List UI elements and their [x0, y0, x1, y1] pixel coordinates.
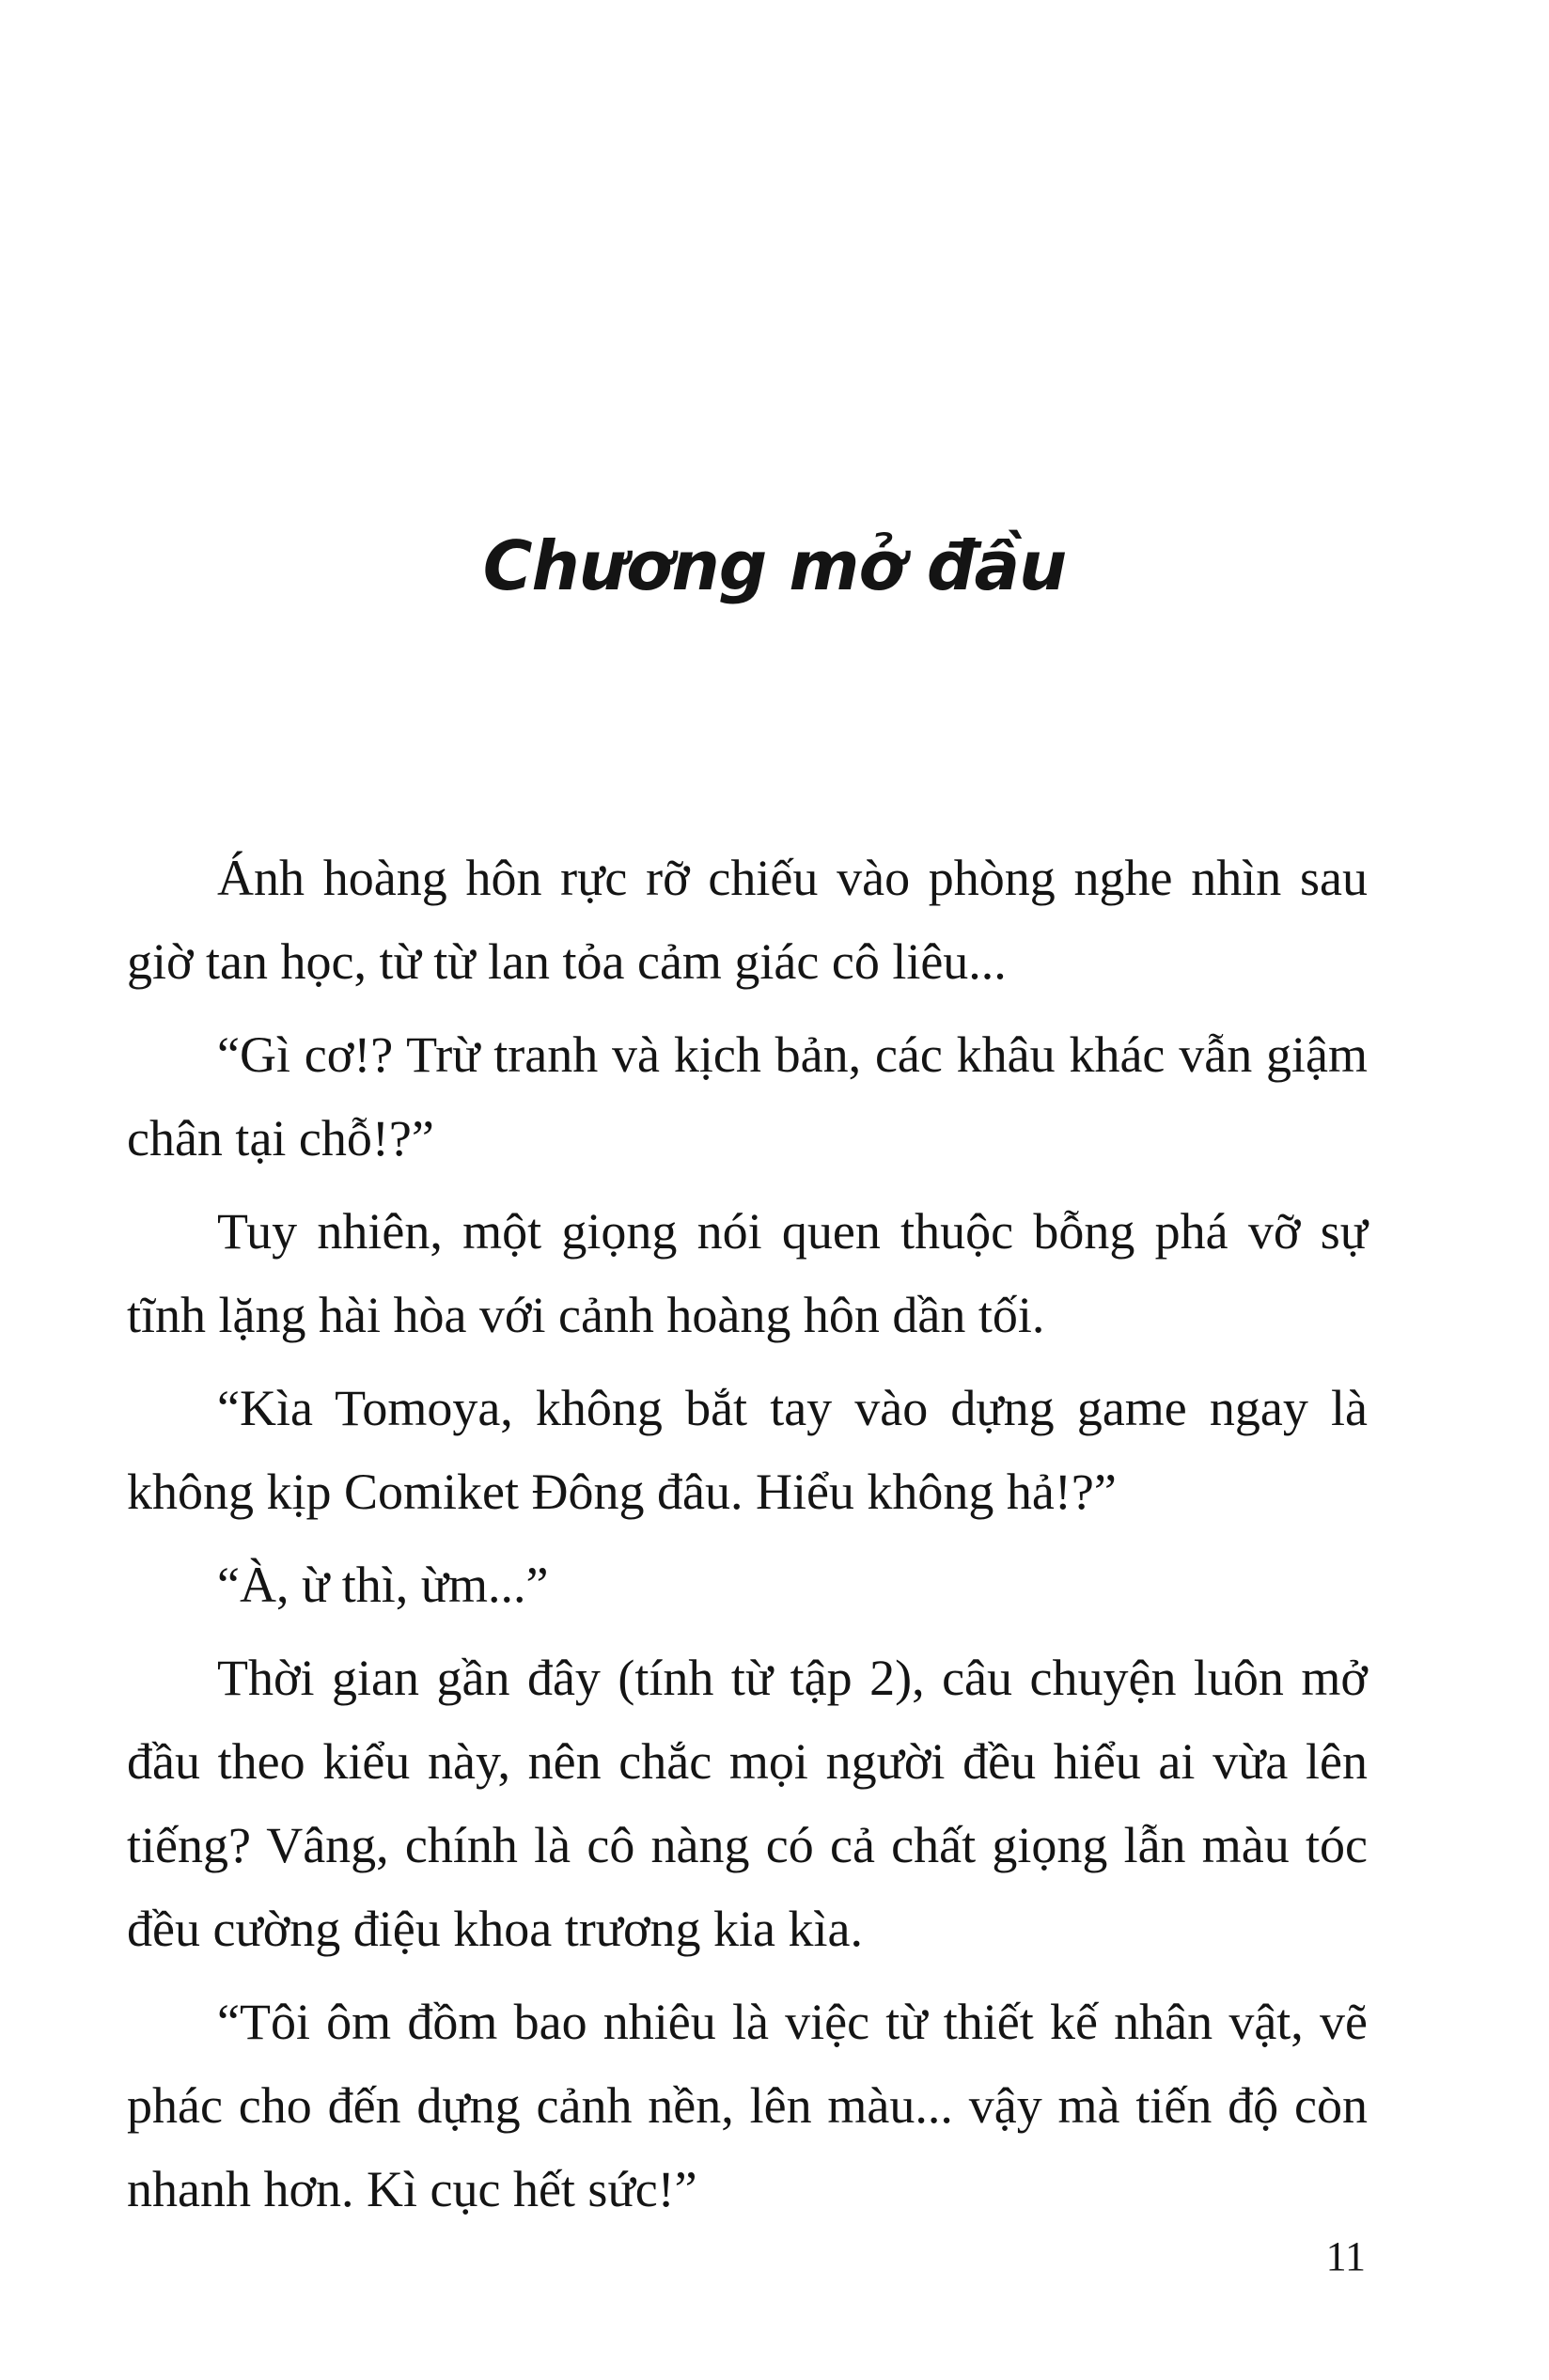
body-text [127, 837, 1368, 2241]
paragraph: Ánh hoàng hôn rực rỡ chiếu vào phòng nghe nhìn sau giờ tan học, từ từ lan tỏa cảm giác cô liêu... [127, 850, 1368, 990]
paragraph: Tuy nhiên, một giọng nói quen thuộc bỗng phá vỡ sự tĩnh lặng hài hòa với cảnh hoàng hôn dần tối. [127, 1203, 1368, 1343]
paragraph: “Tôi ôm đồm bao nhiêu là việc từ thiết kế nhân vật, vẽ phác cho đến dựng cảnh nền, lên màu... vậy mà tiến độ còn nhanh hơn. Kì cục hết sức!” [127, 1994, 1368, 2217]
paragraph: “Gì cơ!? Trừ tranh và kịch bản, các khâu khác vẫn giậm chân tại chỗ!?” [127, 1026, 1368, 1167]
chapter-title: Chương mở đầu [482, 526, 1067, 605]
paragraph: “À, ừ thì, ừm...” [217, 1557, 549, 1613]
paragraph: Thời gian gần đây (tính từ tập 2), câu chuyện luôn mở đầu theo kiểu này, nên chắc mọi người đều hiểu ai vừa lên tiếng? Vâng, chính là cô nàng có cả chất giọng lẫn màu tóc đều cường điệu khoa trương kia kìa. [127, 1650, 1368, 1957]
paragraph: “Kìa Tomoya, không bắt tay vào dựng game ngay là không kịp Comiket Đông đâu. Hiểu không hả!?” [127, 1380, 1368, 1520]
page-number: 11 [1325, 2233, 1366, 2279]
